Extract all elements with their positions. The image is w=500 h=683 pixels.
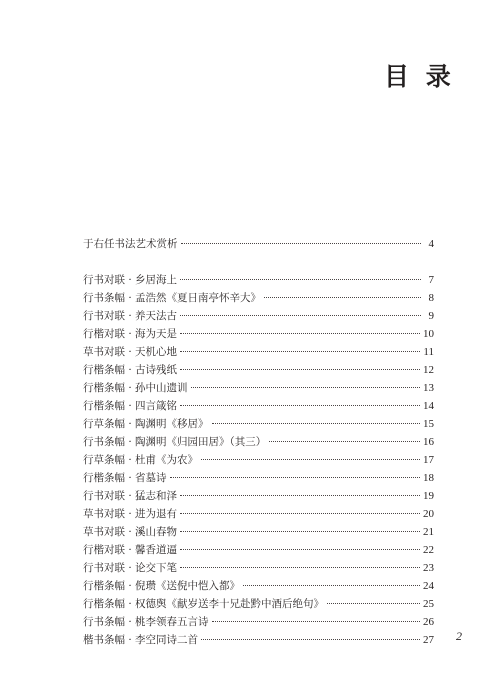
toc-entry-page: 8 <box>428 292 434 304</box>
dot-leader <box>180 567 420 568</box>
toc-entry-page: 9 <box>428 310 434 322</box>
toc-entry-page: 10 <box>423 328 434 340</box>
toc-entry-page: 19 <box>423 490 434 502</box>
toc-entry[interactable] <box>83 415 434 433</box>
dot-leader <box>327 603 420 604</box>
toc-entry-title: 行楷条幅 · 权德舆《献岁送李十兄赴黔中酒后绝句》 <box>83 598 325 610</box>
toc-entry-page: 20 <box>423 508 434 520</box>
toc-entry-title: 行书对联 · 论交下笔 <box>83 562 178 574</box>
toc-entry-page: 4 <box>428 238 434 250</box>
toc-entry-title: 草书对联 · 溪山春物 <box>83 526 178 538</box>
toc-entry[interactable] <box>83 595 434 613</box>
toc-entry[interactable] <box>83 577 434 595</box>
toc-entry-page: 12 <box>423 364 434 376</box>
toc-entry-title: 草书对联 · 进为退有 <box>83 508 178 520</box>
dot-leader <box>180 279 421 280</box>
dot-leader <box>212 621 420 622</box>
dot-leader <box>180 531 420 532</box>
toc-entry-page: 16 <box>423 436 434 448</box>
toc-entry[interactable] <box>83 451 434 469</box>
table-of-contents <box>83 235 434 649</box>
toc-entry-title: 行书对联 · 猛志和泽 <box>83 490 178 502</box>
toc-entry-page: 13 <box>423 382 434 394</box>
toc-entry[interactable] <box>83 289 434 307</box>
toc-entry-title: 楷书条幅 · 李空同诗二首 <box>83 634 199 646</box>
toc-entry-title: 草书对联 · 天机心地 <box>83 346 178 358</box>
toc-entry[interactable] <box>83 361 434 379</box>
dot-leader <box>212 423 420 424</box>
toc-entry[interactable] <box>83 541 434 559</box>
toc-entry-title: 于右任书法艺术赏析 <box>83 238 178 250</box>
toc-entry[interactable] <box>83 433 434 451</box>
dot-leader <box>191 387 420 388</box>
dot-leader <box>181 243 422 244</box>
toc-entry-title: 行楷对联 · 海为天是 <box>83 328 178 340</box>
dot-leader <box>180 315 421 316</box>
dot-leader <box>180 369 420 370</box>
dot-leader <box>264 297 421 298</box>
toc-entry[interactable] <box>83 379 434 397</box>
toc-entry-page: 11 <box>423 346 434 358</box>
dot-leader <box>201 459 420 460</box>
toc-entry[interactable] <box>83 235 434 253</box>
toc-entry-title: 行书条幅 · 桃李领春五言诗 <box>83 616 209 628</box>
dot-leader <box>180 333 420 334</box>
toc-entry[interactable] <box>83 505 434 523</box>
toc-entry-title: 行楷条幅 · 倪瓒《送倪中恺入都》 <box>83 580 241 592</box>
toc-entry[interactable] <box>83 307 434 325</box>
dot-leader <box>180 513 420 514</box>
toc-entry[interactable] <box>83 559 434 577</box>
toc-entry-page: 15 <box>423 418 434 430</box>
dot-leader <box>180 549 420 550</box>
dot-leader <box>180 351 420 352</box>
page-number: 2 <box>456 629 462 643</box>
dot-leader <box>170 477 420 478</box>
toc-entry-title: 行书条幅 · 孟浩然《夏日南亭怀辛大》 <box>83 292 262 304</box>
toc-entry-page: 24 <box>423 580 434 592</box>
toc-entry[interactable] <box>83 523 434 541</box>
toc-entry-page: 25 <box>423 598 434 610</box>
dot-leader <box>269 441 420 442</box>
toc-entry-page: 21 <box>423 526 434 538</box>
toc-entry-page: 26 <box>423 616 434 628</box>
toc-entry-title: 行书条幅 · 陶渊明《归园田居》（其三） <box>83 436 267 448</box>
toc-entry-title: 行书对联 · 乡居海上 <box>83 274 178 286</box>
toc-entry[interactable] <box>83 343 434 361</box>
toc-entry-title: 行楷对联 · 馨香道逼 <box>83 544 178 556</box>
dot-leader <box>243 585 420 586</box>
toc-entry-page: 22 <box>423 544 434 556</box>
dot-leader <box>201 639 420 640</box>
page-title: 目 录 <box>384 62 455 91</box>
toc-entry[interactable] <box>83 397 434 415</box>
toc-entry-title: 行书对联 · 养天法古 <box>83 310 178 322</box>
toc-entry-title: 行楷条幅 · 孙中山遗训 <box>83 382 188 394</box>
dot-leader <box>180 405 420 406</box>
toc-entry-page: 7 <box>428 274 434 286</box>
dot-leader <box>180 495 420 496</box>
toc-entry-title: 行楷条幅 · 四言箴铭 <box>83 400 178 412</box>
toc-entry-title: 行草条幅 · 陶渊明《移居》 <box>83 418 209 430</box>
toc-entry-page: 23 <box>423 562 434 574</box>
toc-entry[interactable] <box>83 271 434 289</box>
toc-entry-title: 行楷条幅 · 省墓诗 <box>83 472 167 484</box>
toc-entry[interactable] <box>83 631 434 649</box>
toc-entry-title: 行楷条幅 · 古诗残纸 <box>83 364 178 376</box>
toc-entry-page: 14 <box>423 400 434 412</box>
toc-entry-page: 27 <box>423 634 434 646</box>
toc-entry[interactable] <box>83 469 434 487</box>
toc-entry[interactable] <box>83 325 434 343</box>
toc-entry[interactable] <box>83 613 434 631</box>
toc-entry[interactable] <box>83 487 434 505</box>
toc-entry-page: 17 <box>423 454 434 466</box>
toc-entry-page: 18 <box>423 472 434 484</box>
toc-entry-title: 行草条幅 · 杜甫《为农》 <box>83 454 199 466</box>
